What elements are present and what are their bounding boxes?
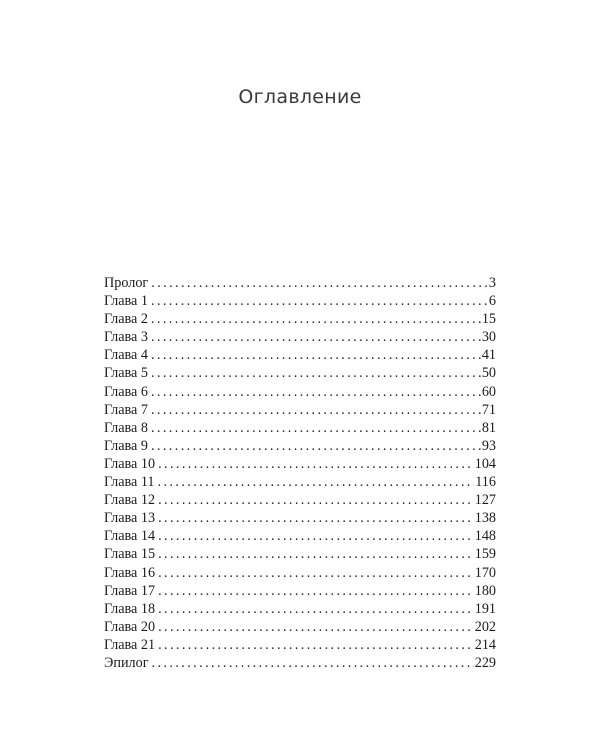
toc-entry[interactable] <box>104 401 496 419</box>
dot-leader <box>151 346 481 364</box>
toc-entry-label: Пролог <box>104 275 149 291</box>
toc-entry-page: 93 <box>481 437 496 454</box>
toc-entry-page: 6 <box>488 293 496 310</box>
toc-entry-label: Глава 18 <box>104 600 156 617</box>
toc-entry-label: Глава 6 <box>104 383 148 400</box>
toc-entry[interactable] <box>104 527 496 545</box>
toc-entry[interactable] <box>104 618 496 636</box>
toc-entry[interactable] <box>104 545 496 563</box>
toc-entry[interactable] <box>104 274 496 292</box>
toc-entry[interactable] <box>104 636 496 654</box>
toc-entry-label: Глава 3 <box>104 329 148 346</box>
toc-entry[interactable] <box>104 364 496 382</box>
toc-entry[interactable] <box>104 292 496 310</box>
dot-leader <box>151 364 481 382</box>
dot-leader <box>151 383 481 401</box>
dot-leader <box>158 600 474 618</box>
toc-entry-label: Глава 11 <box>104 474 155 491</box>
table-of-contents <box>104 274 496 672</box>
toc-entry-page: 41 <box>481 347 496 364</box>
toc-entry[interactable] <box>104 564 496 582</box>
dot-leader <box>158 545 474 563</box>
dot-leader <box>158 618 474 636</box>
toc-entry[interactable] <box>104 383 496 401</box>
toc-entry[interactable] <box>104 346 496 364</box>
toc-entry-label: Глава 16 <box>104 564 156 581</box>
toc-entry-label: Глава 17 <box>104 582 156 599</box>
toc-entry-page: 60 <box>481 383 496 400</box>
toc-entry-page: 214 <box>474 636 496 653</box>
toc-entry-label: Глава 20 <box>104 618 156 635</box>
toc-entry[interactable] <box>104 582 496 600</box>
dot-leader <box>151 328 481 346</box>
toc-entry-label: Глава 2 <box>104 311 148 328</box>
toc-entry-page: 138 <box>474 510 496 527</box>
toc-entry[interactable] <box>104 328 496 346</box>
toc-entry-page: 15 <box>481 311 496 328</box>
toc-entry[interactable] <box>104 473 496 491</box>
toc-entry-page: 127 <box>474 492 496 509</box>
toc-entry-page: 30 <box>481 329 496 346</box>
toc-entry-page: 229 <box>474 654 496 671</box>
toc-entry-label: Глава 15 <box>104 546 156 563</box>
toc-entry-label: Глава 13 <box>104 510 156 527</box>
toc-entry-page: 81 <box>481 419 496 436</box>
dot-leader <box>151 437 481 455</box>
toc-entry-page: 191 <box>474 600 496 617</box>
toc-entry-page: 148 <box>474 528 496 545</box>
toc-entry-label: Глава 14 <box>104 528 156 545</box>
toc-entry[interactable] <box>104 437 496 455</box>
dot-leader <box>158 473 475 491</box>
dot-leader <box>158 636 474 654</box>
dot-leader <box>158 527 474 545</box>
dot-leader <box>158 564 474 582</box>
toc-entry-label: Глава 5 <box>104 365 148 382</box>
dot-leader <box>151 274 488 292</box>
toc-entry-label: Глава 9 <box>104 437 148 454</box>
toc-entry-label: Глава 4 <box>104 347 148 364</box>
dot-leader <box>151 310 481 328</box>
dot-leader <box>158 509 474 527</box>
toc-entry[interactable] <box>104 419 496 437</box>
toc-entry[interactable] <box>104 491 496 509</box>
toc-entry-label: Глава 1 <box>104 293 148 310</box>
dot-leader <box>151 419 481 437</box>
toc-entry[interactable] <box>104 600 496 618</box>
toc-entry-page: 202 <box>474 618 496 635</box>
dot-leader <box>158 455 474 473</box>
dot-leader <box>158 491 474 509</box>
toc-entry-label: Эпилог <box>104 654 149 671</box>
dot-leader <box>152 654 474 672</box>
toc-entry-page: 71 <box>481 401 496 418</box>
toc-entry[interactable] <box>104 310 496 328</box>
toc-entry-page: 3 <box>488 275 496 291</box>
toc-entry-label: Глава 21 <box>104 636 156 653</box>
toc-entry-page: 180 <box>474 582 496 599</box>
toc-entry-page: 104 <box>474 455 496 472</box>
toc-entry-label: Глава 12 <box>104 492 156 509</box>
toc-entry-label: Глава 10 <box>104 455 156 472</box>
toc-entry-label: Глава 8 <box>104 419 148 436</box>
toc-title: Оглавление <box>238 86 362 108</box>
dot-leader <box>158 582 474 600</box>
toc-entry-label: Глава 7 <box>104 401 148 418</box>
dot-leader <box>151 401 481 419</box>
toc-entry-page: 116 <box>475 474 496 491</box>
toc-entry-page: 159 <box>474 546 496 563</box>
toc-entry-page: 50 <box>481 365 496 382</box>
toc-entry[interactable] <box>104 654 496 672</box>
toc-entry-page: 170 <box>474 564 496 581</box>
dot-leader <box>151 292 488 310</box>
toc-entry[interactable] <box>104 509 496 527</box>
toc-entry[interactable] <box>104 455 496 473</box>
